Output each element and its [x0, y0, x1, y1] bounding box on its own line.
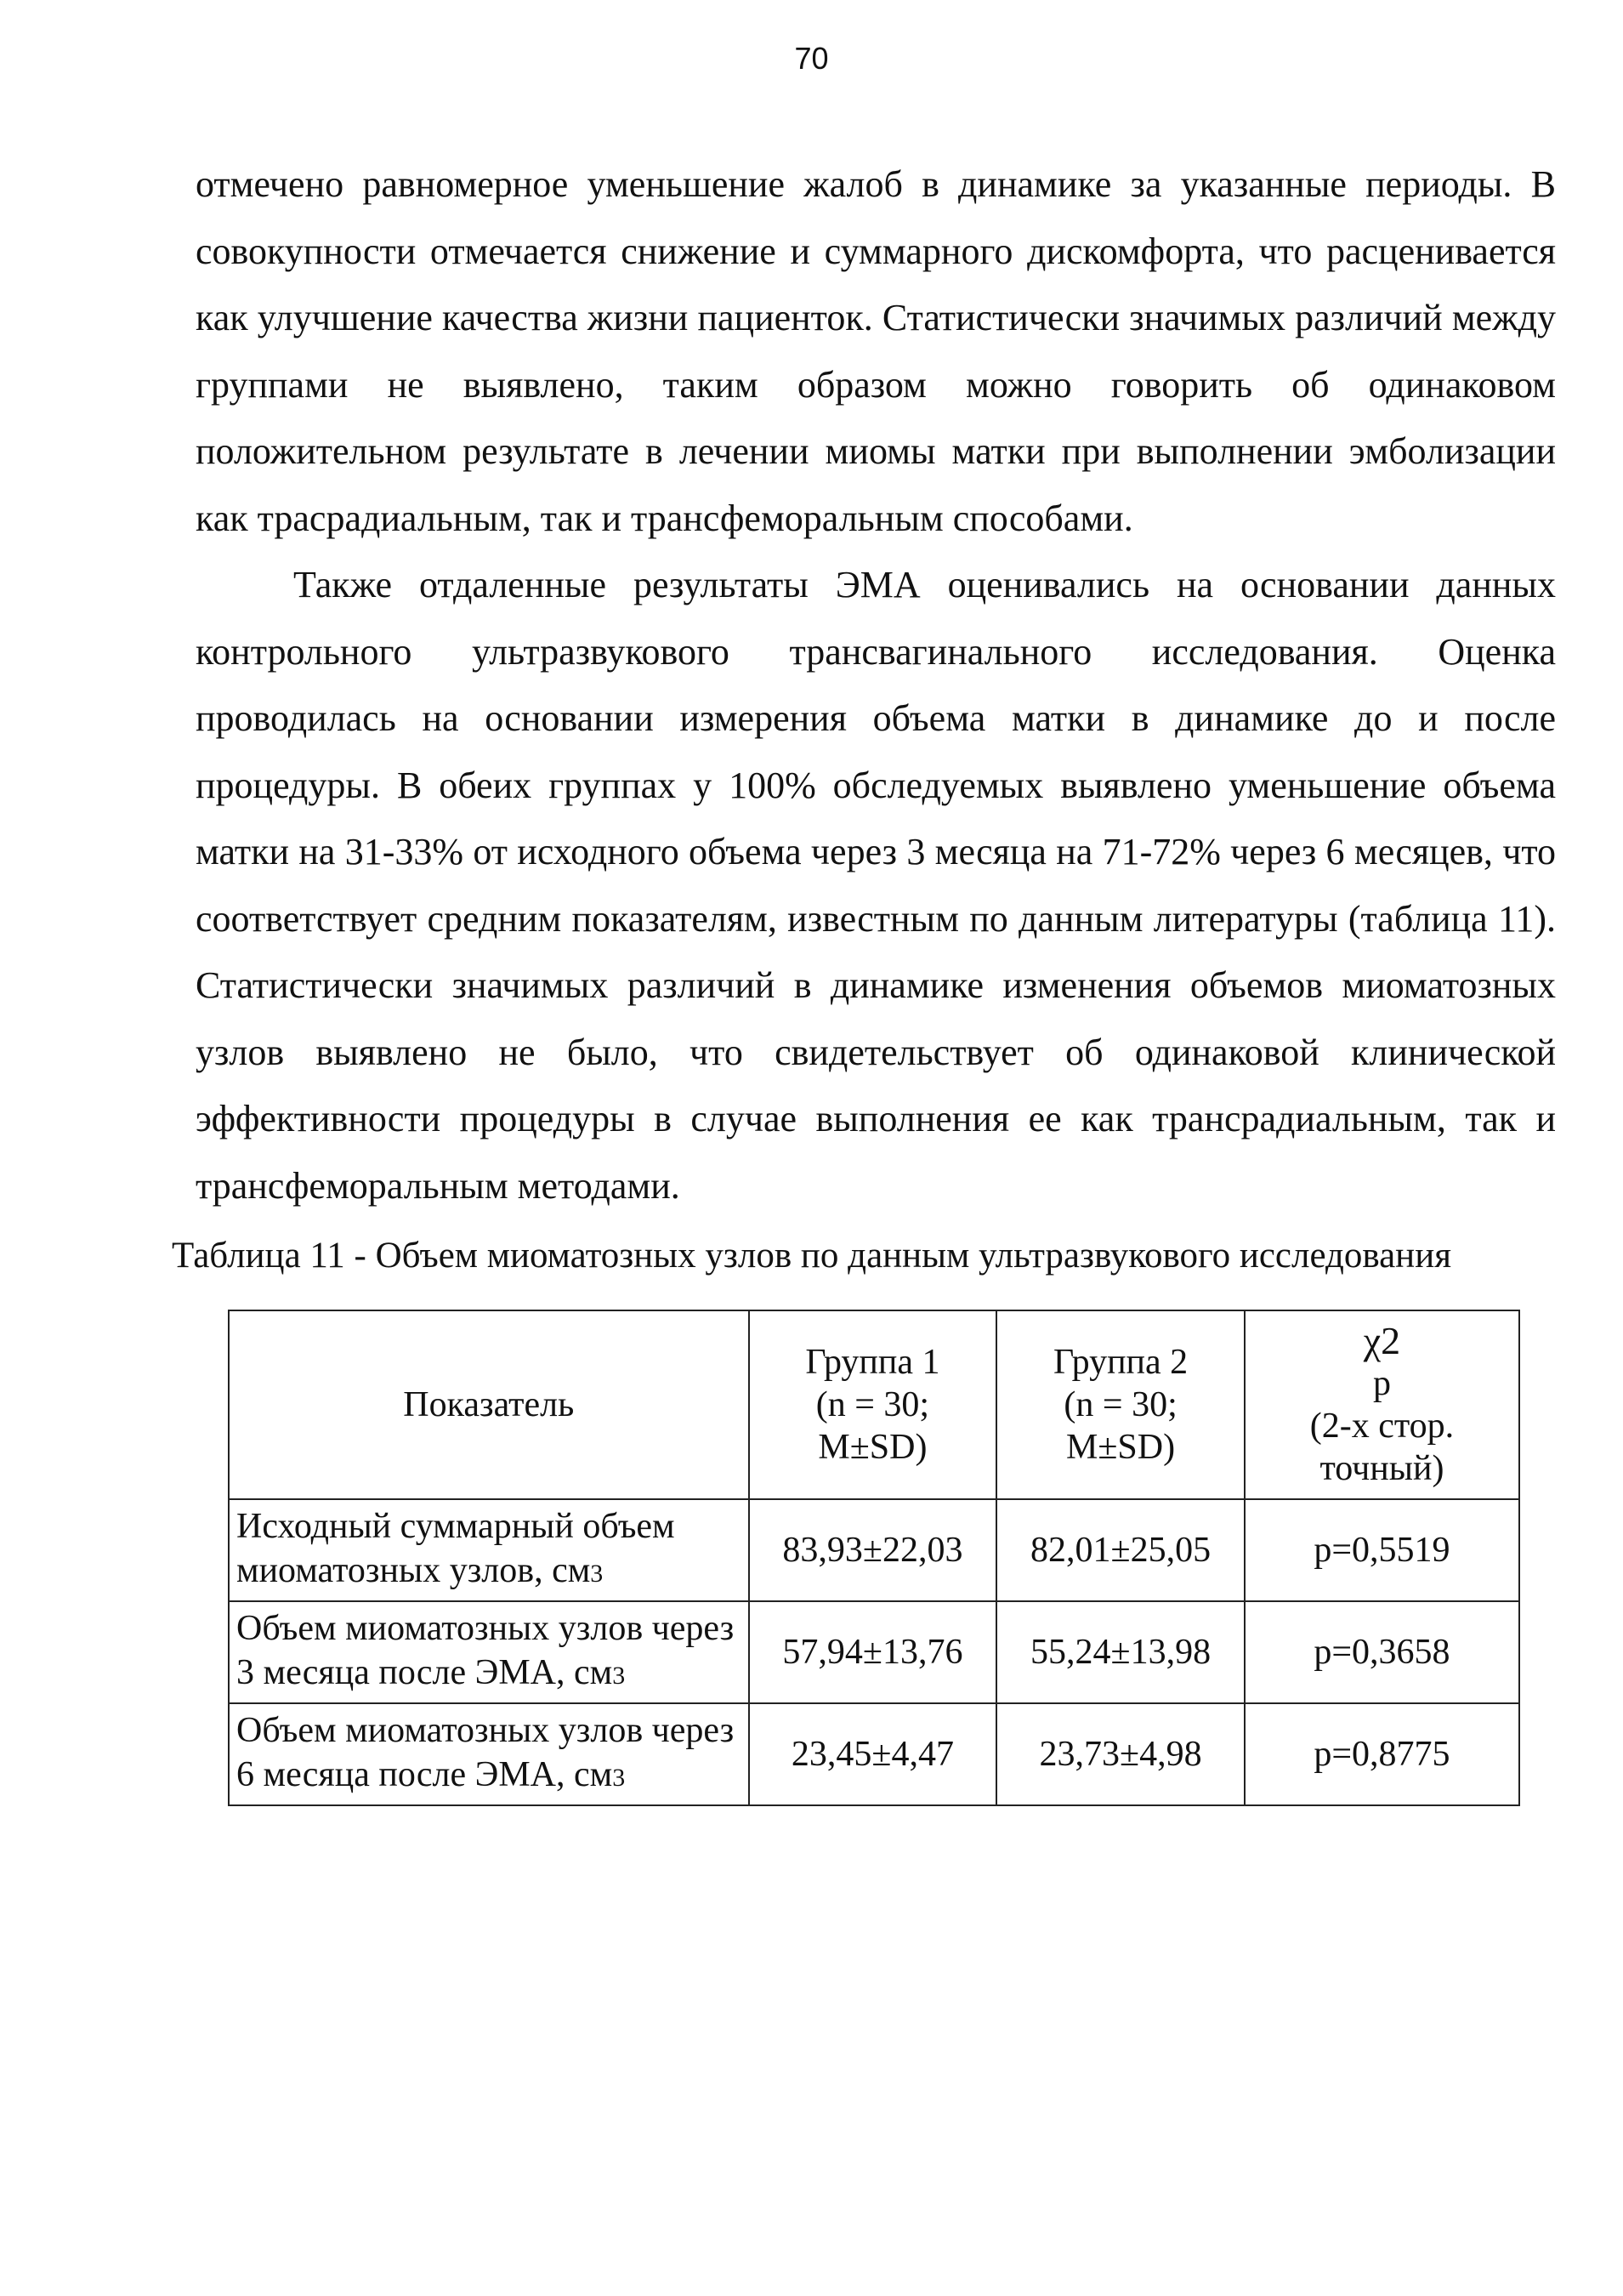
cell-group-2: 23,73±4,98 [996, 1703, 1245, 1805]
cell-group-2: 55,24±13,98 [996, 1601, 1245, 1703]
data-table [228, 1310, 1520, 1806]
table-row [229, 1499, 1519, 1601]
cell-p-value: p=0,3658 [1245, 1601, 1519, 1703]
table-row [229, 1703, 1519, 1805]
unit-superscript: 3 [590, 1560, 604, 1588]
row-label-line-2 [236, 1549, 741, 1596]
header-group-1-line-2: (n = 30; [815, 1385, 930, 1424]
unit-superscript: 3 [612, 1764, 626, 1792]
header-group-2-line-3: M±SD) [1066, 1428, 1176, 1467]
page-number: 70 [794, 41, 829, 76]
body-text [196, 151, 1556, 1219]
header-group-1-line-3: M±SD) [818, 1428, 928, 1467]
header-test-line-4: точный) [1319, 1449, 1444, 1488]
cell-p-value: p=0,5519 [1245, 1499, 1519, 1601]
table-caption: Таблица 11 - Объем миоматозных узлов по данным ультразвукового исследования [172, 1236, 1451, 1276]
header-group-2-line-1: Группа 2 [1053, 1343, 1189, 1382]
row-label-text: миоматозных узлов, см [236, 1551, 591, 1590]
cell-group-2: 82,01±25,05 [996, 1499, 1245, 1601]
header-test-chi: χ2 [1363, 1319, 1401, 1362]
header-test-line-3: (2-х стор. [1309, 1407, 1455, 1446]
unit-superscript: 3 [612, 1662, 626, 1690]
cell-group-1: 23,45±4,47 [749, 1703, 997, 1805]
header-test-p: p [1372, 1364, 1391, 1403]
header-group-1-line-1: Группа 1 [805, 1343, 940, 1382]
row-label-text: 6 месяца после ЭМА, см [236, 1755, 613, 1794]
row-label-line-2 [236, 1753, 741, 1800]
row-label-line-2 [236, 1651, 741, 1698]
row-label [229, 1499, 749, 1601]
header-indicator: Показатель [229, 1310, 749, 1499]
paragraph-1: отмечено равномерное уменьшение жалоб в динамике за указанные периоды. В совокупности отмечается снижение и суммарного дискомфорта, что расценивается как улучшение качества жизни пациенток. Статистически значимых различий между группами не выявлено, таким образом можно говорить об одинаковом положительном результате в лечении миомы матки при выполнении эмболизации как трасрадиальным, так и трансфеморальным способами. [196, 163, 1556, 539]
row-label-text: 3 месяца после ЭМА, см [236, 1653, 613, 1692]
header-group-1 [749, 1310, 997, 1499]
header-test [1245, 1310, 1519, 1499]
header-group-2-line-2: (n = 30; [1064, 1385, 1178, 1424]
row-label [229, 1703, 749, 1805]
cell-group-1: 57,94±13,76 [749, 1601, 997, 1703]
header-group-2 [996, 1310, 1245, 1499]
row-label-line-1: Исходный суммарный объем [236, 1507, 675, 1546]
table-header-row [229, 1310, 1519, 1499]
cell-group-1: 83,93±22,03 [749, 1499, 997, 1601]
row-label-line-1: Объем миоматозных узлов через [236, 1711, 735, 1750]
paragraph-2: Также отдаленные результаты ЭМА оценивались на основании данных контрольного ультразвукового трансвагинального исследования. Оценка проводилась на основании измерения объема матки в динамике до и после процедуры. В обеих группах у 100% обследуемых выявлено уменьшение объема матки на 31-33% от исходного объема через 3 месяца на 71-72% через 6 месяцев, что соответствует средним показателям, известным по данным литературы (таблица 11). Статистически значимых различий в динамике изменения объемов миоматозных узлов выявлено не было, что свидетельствует об одинаковой клинической эффективности процедуры в случае выполнения ее как трансрадиальным, так и трансфеморальным методами. [196, 564, 1556, 1207]
row-label [229, 1601, 749, 1703]
cell-p-value: p=0,8775 [1245, 1703, 1519, 1805]
table-row [229, 1601, 1519, 1703]
row-label-line-1: Объем миоматозных узлов через [236, 1609, 735, 1648]
